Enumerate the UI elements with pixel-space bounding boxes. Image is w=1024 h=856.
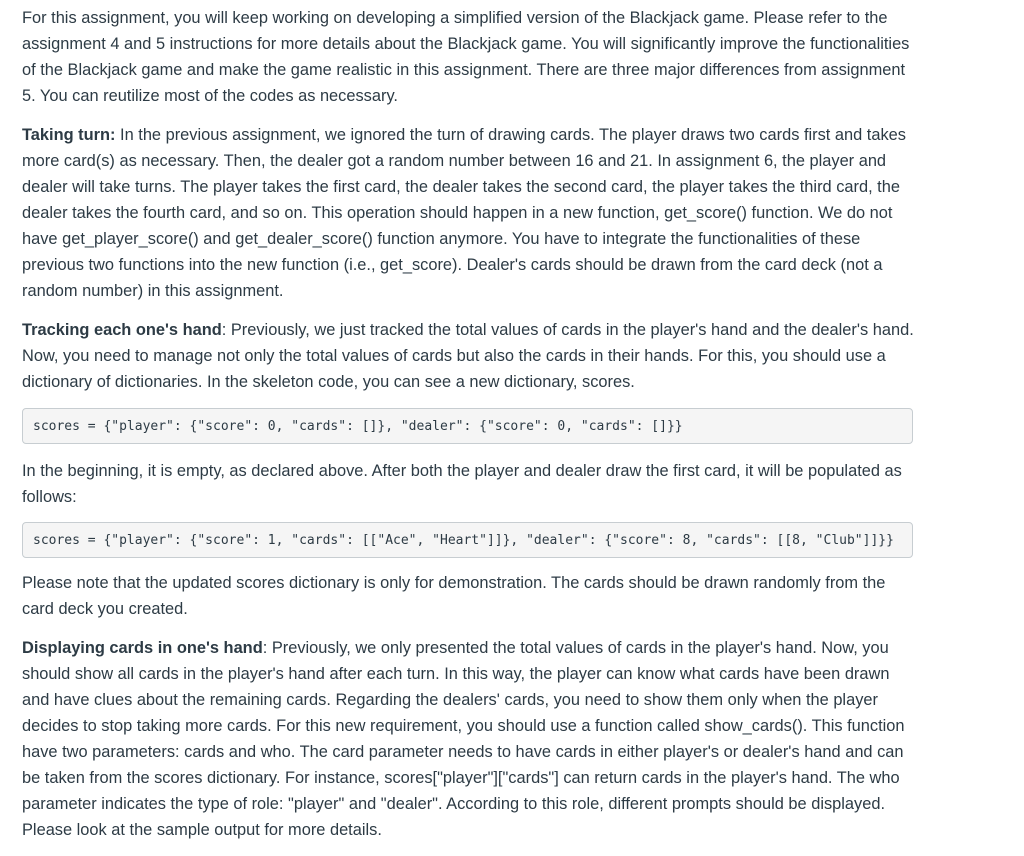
displaying-body: : Previously, we only presented the total values of cards in the player's hand. Now, you should show all cards in the player's hand after each turn. In this way, the player can know what cards have been drawn and have clues about the remaining cards. Regarding the dealers' cards, you need to show them only when the player decides to stop taking more cards. For this new requirement, you should use a function called show_cards(). This function have two parameters: cards and who. The card parameter needs to have cards in either player's or dealer's hand and can be taken from the scores dictionary. For instance, scores["player"]["cards"] can return cards in the player's hand. The who parameter indicates the type of role: "player" and "dealer". According to this role, different prompts should be displayed. Please look at the sample output for more details. [22, 639, 905, 839]
displaying-heading: Displaying cards in one's hand [22, 639, 263, 657]
taking-turn-body: In the previous assignment, we ignored the turn of drawing cards. The player draws two cards first and takes more card(s) as necessary. Then, the dealer got a random number between 16 and 21. In assignment 6, the player and dealer will take turns. The player takes the first card, the dealer takes the second card, the player takes the third card, the dealer takes the fourth card, and so on. This operation should happen in a new function, get_score() function. We do not have get_player_score() and get_dealer_score() function anymore. You have to integrate the functionalities of these previous two functions into the new function (i.e., get_score). Dealer's cards should be drawn from the card deck (not a random number) in this assignment. [22, 126, 906, 300]
intro-paragraph: For this assignment, you will keep working on developing a simplified version of the Blackjack game. Please refer to the assignment 4 and 5 instructions for more details about the Blackjack game. You will significantly improve the functionalities of the Blackjack game and make the game realistic in this assignment. There are three major differences from assignment 5. You can reutilize most of the codes as necessary. [22, 9, 910, 105]
displaying-paragraph [22, 635, 917, 843]
tracking-body: : Previously, we just tracked the total values of cards in the player's hand and the dealer's hand. Now, you need to manage not only the total values of cards but also the cards in their hands. For this, you should use a dictionary of dictionaries. In the skeleton code, you can see a new dictionary, scores. [22, 321, 914, 391]
code-block-populated-scores: scores = {"player": {"score": 1, "cards": [["Ace", "Heart"]]}, "dealer": {"score": 8, "cards": [[8, "Club"]]}} [22, 522, 913, 558]
assignment-content [22, 5, 917, 856]
tracking-heading: Tracking each one's hand [22, 321, 222, 339]
taking-turn-heading: Taking turn: [22, 126, 116, 144]
tracking-paragraph [22, 317, 917, 395]
after-code-paragraph: In the beginning, it is empty, as declared above. After both the player and dealer draw the first card, it will be populated as follows: [22, 462, 902, 506]
note-paragraph: Please note that the updated scores dictionary is only for demonstration. The cards should be drawn randomly from the card deck you created. [22, 574, 886, 618]
taking-turn-paragraph [22, 122, 917, 304]
code-block-empty-scores: scores = {"player": {"score": 0, "cards": []}, "dealer": {"score": 0, "cards": []}} [22, 408, 913, 444]
